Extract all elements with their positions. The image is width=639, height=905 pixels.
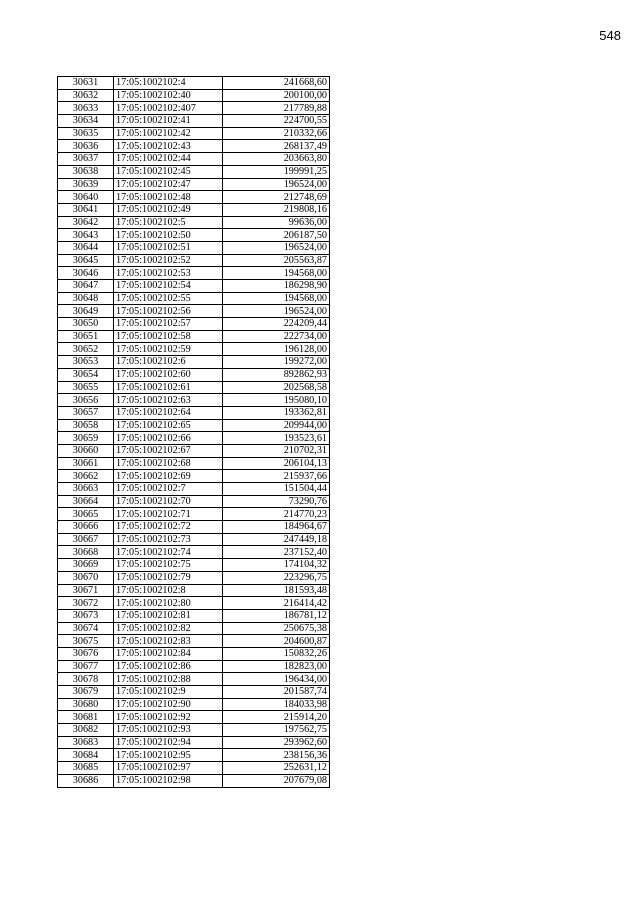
cadastral-number-cell: 17:05:1002102:98 — [114, 774, 223, 787]
amount-cell: 151504,44 — [223, 483, 330, 496]
amount-cell: 217789,88 — [223, 102, 330, 115]
table-row — [58, 343, 330, 356]
amount-cell: 182823,00 — [223, 660, 330, 673]
row-id-cell: 30649 — [58, 305, 114, 318]
table-row — [58, 521, 330, 534]
table-row — [58, 280, 330, 293]
amount-cell: 150832,26 — [223, 647, 330, 660]
row-id-cell: 30657 — [58, 406, 114, 419]
cadastral-number-cell: 17:05:1002102:51 — [114, 241, 223, 254]
table-row — [58, 698, 330, 711]
table-row — [58, 77, 330, 90]
table-row — [58, 559, 330, 572]
amount-cell: 174104,32 — [223, 559, 330, 572]
row-id-cell: 30632 — [58, 89, 114, 102]
row-id-cell: 30674 — [58, 622, 114, 635]
cadastral-number-cell: 17:05:1002102:65 — [114, 419, 223, 432]
amount-cell: 196128,00 — [223, 343, 330, 356]
cadastral-number-cell: 17:05:1002102:41 — [114, 115, 223, 128]
cadastral-number-cell: 17:05:1002102:75 — [114, 559, 223, 572]
row-id-cell: 30677 — [58, 660, 114, 673]
amount-cell: 73290,76 — [223, 495, 330, 508]
row-id-cell: 30634 — [58, 115, 114, 128]
cadastral-number-cell: 17:05:1002102:407 — [114, 102, 223, 115]
amount-cell: 215937,66 — [223, 470, 330, 483]
amount-cell: 268137,49 — [223, 140, 330, 153]
cadastral-number-cell: 17:05:1002102:93 — [114, 724, 223, 737]
table-row — [58, 660, 330, 673]
row-id-cell: 30671 — [58, 584, 114, 597]
cadastral-number-cell: 17:05:1002102:94 — [114, 736, 223, 749]
table-row — [58, 686, 330, 699]
table-row — [58, 191, 330, 204]
table-row — [58, 673, 330, 686]
cadastral-number-cell: 17:05:1002102:70 — [114, 495, 223, 508]
table-row — [58, 444, 330, 457]
table-row — [58, 432, 330, 445]
row-id-cell: 30635 — [58, 127, 114, 140]
row-id-cell: 30663 — [58, 483, 114, 496]
amount-cell: 201587,74 — [223, 686, 330, 699]
row-id-cell: 30676 — [58, 647, 114, 660]
row-id-cell: 30645 — [58, 254, 114, 267]
amount-cell: 184964,67 — [223, 521, 330, 534]
row-id-cell: 30656 — [58, 394, 114, 407]
cadastral-number-cell: 17:05:1002102:40 — [114, 89, 223, 102]
amount-cell: 892862,93 — [223, 368, 330, 381]
amount-cell: 210332,66 — [223, 127, 330, 140]
cadastral-number-cell: 17:05:1002102:68 — [114, 457, 223, 470]
amount-cell: 250675,38 — [223, 622, 330, 635]
cadastral-number-cell: 17:05:1002102:79 — [114, 571, 223, 584]
cadastral-number-cell: 17:05:1002102:59 — [114, 343, 223, 356]
table-row — [58, 571, 330, 584]
table-row — [58, 178, 330, 191]
row-id-cell: 30665 — [58, 508, 114, 521]
amount-cell: 214770,23 — [223, 508, 330, 521]
cadastral-number-cell: 17:05:1002102:53 — [114, 267, 223, 280]
table-row — [58, 622, 330, 635]
amount-cell: 223296,75 — [223, 571, 330, 584]
amount-cell: 219808,16 — [223, 203, 330, 216]
cadastral-number-cell: 17:05:1002102:83 — [114, 635, 223, 648]
table-row — [58, 762, 330, 775]
row-id-cell: 30639 — [58, 178, 114, 191]
row-id-cell: 30643 — [58, 229, 114, 242]
row-id-cell: 30664 — [58, 495, 114, 508]
cadastral-number-cell: 17:05:1002102:52 — [114, 254, 223, 267]
row-id-cell: 30673 — [58, 609, 114, 622]
row-id-cell: 30681 — [58, 711, 114, 724]
table-row — [58, 115, 330, 128]
amount-cell: 196434,00 — [223, 673, 330, 686]
amount-cell: 194568,00 — [223, 292, 330, 305]
row-id-cell: 30653 — [58, 356, 114, 369]
row-id-cell: 30684 — [58, 749, 114, 762]
cadastral-number-cell: 17:05:1002102:58 — [114, 330, 223, 343]
table-row — [58, 368, 330, 381]
table-body — [58, 77, 330, 788]
page-number: 548 — [599, 28, 621, 43]
row-id-cell: 30644 — [58, 241, 114, 254]
cadastral-number-cell: 17:05:1002102:66 — [114, 432, 223, 445]
amount-cell: 206104,13 — [223, 457, 330, 470]
amount-cell: 207679,08 — [223, 774, 330, 787]
row-id-cell: 30638 — [58, 165, 114, 178]
amount-cell: 205563,87 — [223, 254, 330, 267]
amount-cell: 199272,00 — [223, 356, 330, 369]
table-row — [58, 127, 330, 140]
table-row — [58, 153, 330, 166]
amount-cell: 193362,81 — [223, 406, 330, 419]
row-id-cell: 30641 — [58, 203, 114, 216]
cadastral-number-cell: 17:05:1002102:57 — [114, 318, 223, 331]
cadastral-number-cell: 17:05:1002102:47 — [114, 178, 223, 191]
row-id-cell: 30631 — [58, 77, 114, 90]
cadastral-number-cell: 17:05:1002102:50 — [114, 229, 223, 242]
cadastral-number-cell: 17:05:1002102:63 — [114, 394, 223, 407]
cadastral-number-cell: 17:05:1002102:84 — [114, 647, 223, 660]
table-row — [58, 229, 330, 242]
cadastral-number-cell: 17:05:1002102:67 — [114, 444, 223, 457]
cadastral-number-cell: 17:05:1002102:55 — [114, 292, 223, 305]
row-id-cell: 30637 — [58, 153, 114, 166]
row-id-cell: 30668 — [58, 546, 114, 559]
row-id-cell: 30678 — [58, 673, 114, 686]
table-row — [58, 419, 330, 432]
amount-cell: 197562,75 — [223, 724, 330, 737]
row-id-cell: 30640 — [58, 191, 114, 204]
row-id-cell: 30633 — [58, 102, 114, 115]
cadastral-number-cell: 17:05:1002102:97 — [114, 762, 223, 775]
cadastral-number-cell: 17:05:1002102:42 — [114, 127, 223, 140]
cadastral-number-cell: 17:05:1002102:4 — [114, 77, 223, 90]
table-row — [58, 330, 330, 343]
row-id-cell: 30669 — [58, 559, 114, 572]
row-id-cell: 30636 — [58, 140, 114, 153]
amount-cell: 237152,40 — [223, 546, 330, 559]
row-id-cell: 30672 — [58, 597, 114, 610]
amount-cell: 209944,00 — [223, 419, 330, 432]
table-row — [58, 356, 330, 369]
amount-cell: 186298,90 — [223, 280, 330, 293]
table-row — [58, 318, 330, 331]
amount-cell: 222734,00 — [223, 330, 330, 343]
table-row — [58, 406, 330, 419]
cadastral-number-cell: 17:05:1002102:48 — [114, 191, 223, 204]
table-row — [58, 102, 330, 115]
amount-cell: 293962,60 — [223, 736, 330, 749]
row-id-cell: 30646 — [58, 267, 114, 280]
row-id-cell: 30683 — [58, 736, 114, 749]
table-row — [58, 647, 330, 660]
cadastral-number-cell: 17:05:1002102:80 — [114, 597, 223, 610]
row-id-cell: 30654 — [58, 368, 114, 381]
cadastral-number-cell: 17:05:1002102:6 — [114, 356, 223, 369]
amount-cell: 199991,25 — [223, 165, 330, 178]
cadastral-number-cell: 17:05:1002102:64 — [114, 406, 223, 419]
amount-cell: 215914,20 — [223, 711, 330, 724]
table-row — [58, 254, 330, 267]
amount-cell: 186781,12 — [223, 609, 330, 622]
table-row — [58, 457, 330, 470]
table-row — [58, 736, 330, 749]
amount-cell: 196524,00 — [223, 241, 330, 254]
cadastral-number-cell: 17:05:1002102:72 — [114, 521, 223, 534]
cadastral-number-cell: 17:05:1002102:9 — [114, 686, 223, 699]
row-id-cell: 30652 — [58, 343, 114, 356]
table-row — [58, 89, 330, 102]
amount-cell: 204600,87 — [223, 635, 330, 648]
table-row — [58, 483, 330, 496]
cadastral-number-cell: 17:05:1002102:73 — [114, 533, 223, 546]
cadastral-number-cell: 17:05:1002102:92 — [114, 711, 223, 724]
cadastral-number-cell: 17:05:1002102:71 — [114, 508, 223, 521]
amount-cell: 216414,42 — [223, 597, 330, 610]
row-id-cell: 30670 — [58, 571, 114, 584]
amount-cell: 212748,69 — [223, 191, 330, 204]
cadastral-number-cell: 17:05:1002102:43 — [114, 140, 223, 153]
cadastral-number-cell: 17:05:1002102:69 — [114, 470, 223, 483]
cadastral-number-cell: 17:05:1002102:54 — [114, 280, 223, 293]
table-row — [58, 635, 330, 648]
amount-cell: 238156,36 — [223, 749, 330, 762]
cadastral-number-cell: 17:05:1002102:7 — [114, 483, 223, 496]
cadastral-number-cell: 17:05:1002102:44 — [114, 153, 223, 166]
cadastral-number-cell: 17:05:1002102:5 — [114, 216, 223, 229]
amount-cell: 193523,61 — [223, 432, 330, 445]
table-row — [58, 241, 330, 254]
row-id-cell: 30680 — [58, 698, 114, 711]
amount-cell: 195080,10 — [223, 394, 330, 407]
row-id-cell: 30647 — [58, 280, 114, 293]
table-row — [58, 774, 330, 787]
cadastral-number-cell: 17:05:1002102:8 — [114, 584, 223, 597]
row-id-cell: 30648 — [58, 292, 114, 305]
amount-cell: 196524,00 — [223, 305, 330, 318]
table-row — [58, 305, 330, 318]
amount-cell: 252631,12 — [223, 762, 330, 775]
cadastral-number-cell: 17:05:1002102:56 — [114, 305, 223, 318]
cadastral-number-cell: 17:05:1002102:86 — [114, 660, 223, 673]
table-row — [58, 508, 330, 521]
amount-cell: 99636,00 — [223, 216, 330, 229]
cadastral-number-cell: 17:05:1002102:45 — [114, 165, 223, 178]
row-id-cell: 30667 — [58, 533, 114, 546]
amount-cell: 181593,48 — [223, 584, 330, 597]
row-id-cell: 30651 — [58, 330, 114, 343]
row-id-cell: 30642 — [58, 216, 114, 229]
table-row — [58, 470, 330, 483]
amount-cell: 184033,98 — [223, 698, 330, 711]
table-row — [58, 724, 330, 737]
row-id-cell: 30685 — [58, 762, 114, 775]
table-row — [58, 165, 330, 178]
table-row — [58, 533, 330, 546]
row-id-cell: 30662 — [58, 470, 114, 483]
table-row — [58, 597, 330, 610]
table-row — [58, 394, 330, 407]
table-row — [58, 584, 330, 597]
cadastral-number-cell: 17:05:1002102:74 — [114, 546, 223, 559]
table-row — [58, 203, 330, 216]
cadastral-number-cell: 17:05:1002102:95 — [114, 749, 223, 762]
table-row — [58, 711, 330, 724]
row-id-cell: 30682 — [58, 724, 114, 737]
table-row — [58, 140, 330, 153]
table-row — [58, 609, 330, 622]
table-row — [58, 292, 330, 305]
row-id-cell: 30686 — [58, 774, 114, 787]
cadastral-number-cell: 17:05:1002102:61 — [114, 381, 223, 394]
table-row — [58, 267, 330, 280]
row-id-cell: 30679 — [58, 686, 114, 699]
amount-cell: 206187,50 — [223, 229, 330, 242]
cadastral-number-cell: 17:05:1002102:81 — [114, 609, 223, 622]
amount-cell: 194568,00 — [223, 267, 330, 280]
row-id-cell: 30659 — [58, 432, 114, 445]
amount-cell: 224209,44 — [223, 318, 330, 331]
row-id-cell: 30650 — [58, 318, 114, 331]
amount-cell: 196524,00 — [223, 178, 330, 191]
cadastral-number-cell: 17:05:1002102:49 — [114, 203, 223, 216]
amount-cell: 202568,58 — [223, 381, 330, 394]
table-row — [58, 749, 330, 762]
row-id-cell: 30675 — [58, 635, 114, 648]
cadastral-number-cell: 17:05:1002102:88 — [114, 673, 223, 686]
amount-cell: 241668,60 — [223, 77, 330, 90]
table-row — [58, 216, 330, 229]
row-id-cell: 30666 — [58, 521, 114, 534]
row-id-cell: 30658 — [58, 419, 114, 432]
row-id-cell: 30655 — [58, 381, 114, 394]
amount-cell: 210702,31 — [223, 444, 330, 457]
cadastral-value-table — [57, 76, 330, 788]
cadastral-number-cell: 17:05:1002102:60 — [114, 368, 223, 381]
cadastral-number-cell: 17:05:1002102:82 — [114, 622, 223, 635]
amount-cell: 247449,18 — [223, 533, 330, 546]
amount-cell: 203663,80 — [223, 153, 330, 166]
amount-cell: 200100,00 — [223, 89, 330, 102]
table-row — [58, 495, 330, 508]
cadastral-number-cell: 17:05:1002102:90 — [114, 698, 223, 711]
row-id-cell: 30660 — [58, 444, 114, 457]
row-id-cell: 30661 — [58, 457, 114, 470]
table-row — [58, 546, 330, 559]
amount-cell: 224700,55 — [223, 115, 330, 128]
table-row — [58, 381, 330, 394]
